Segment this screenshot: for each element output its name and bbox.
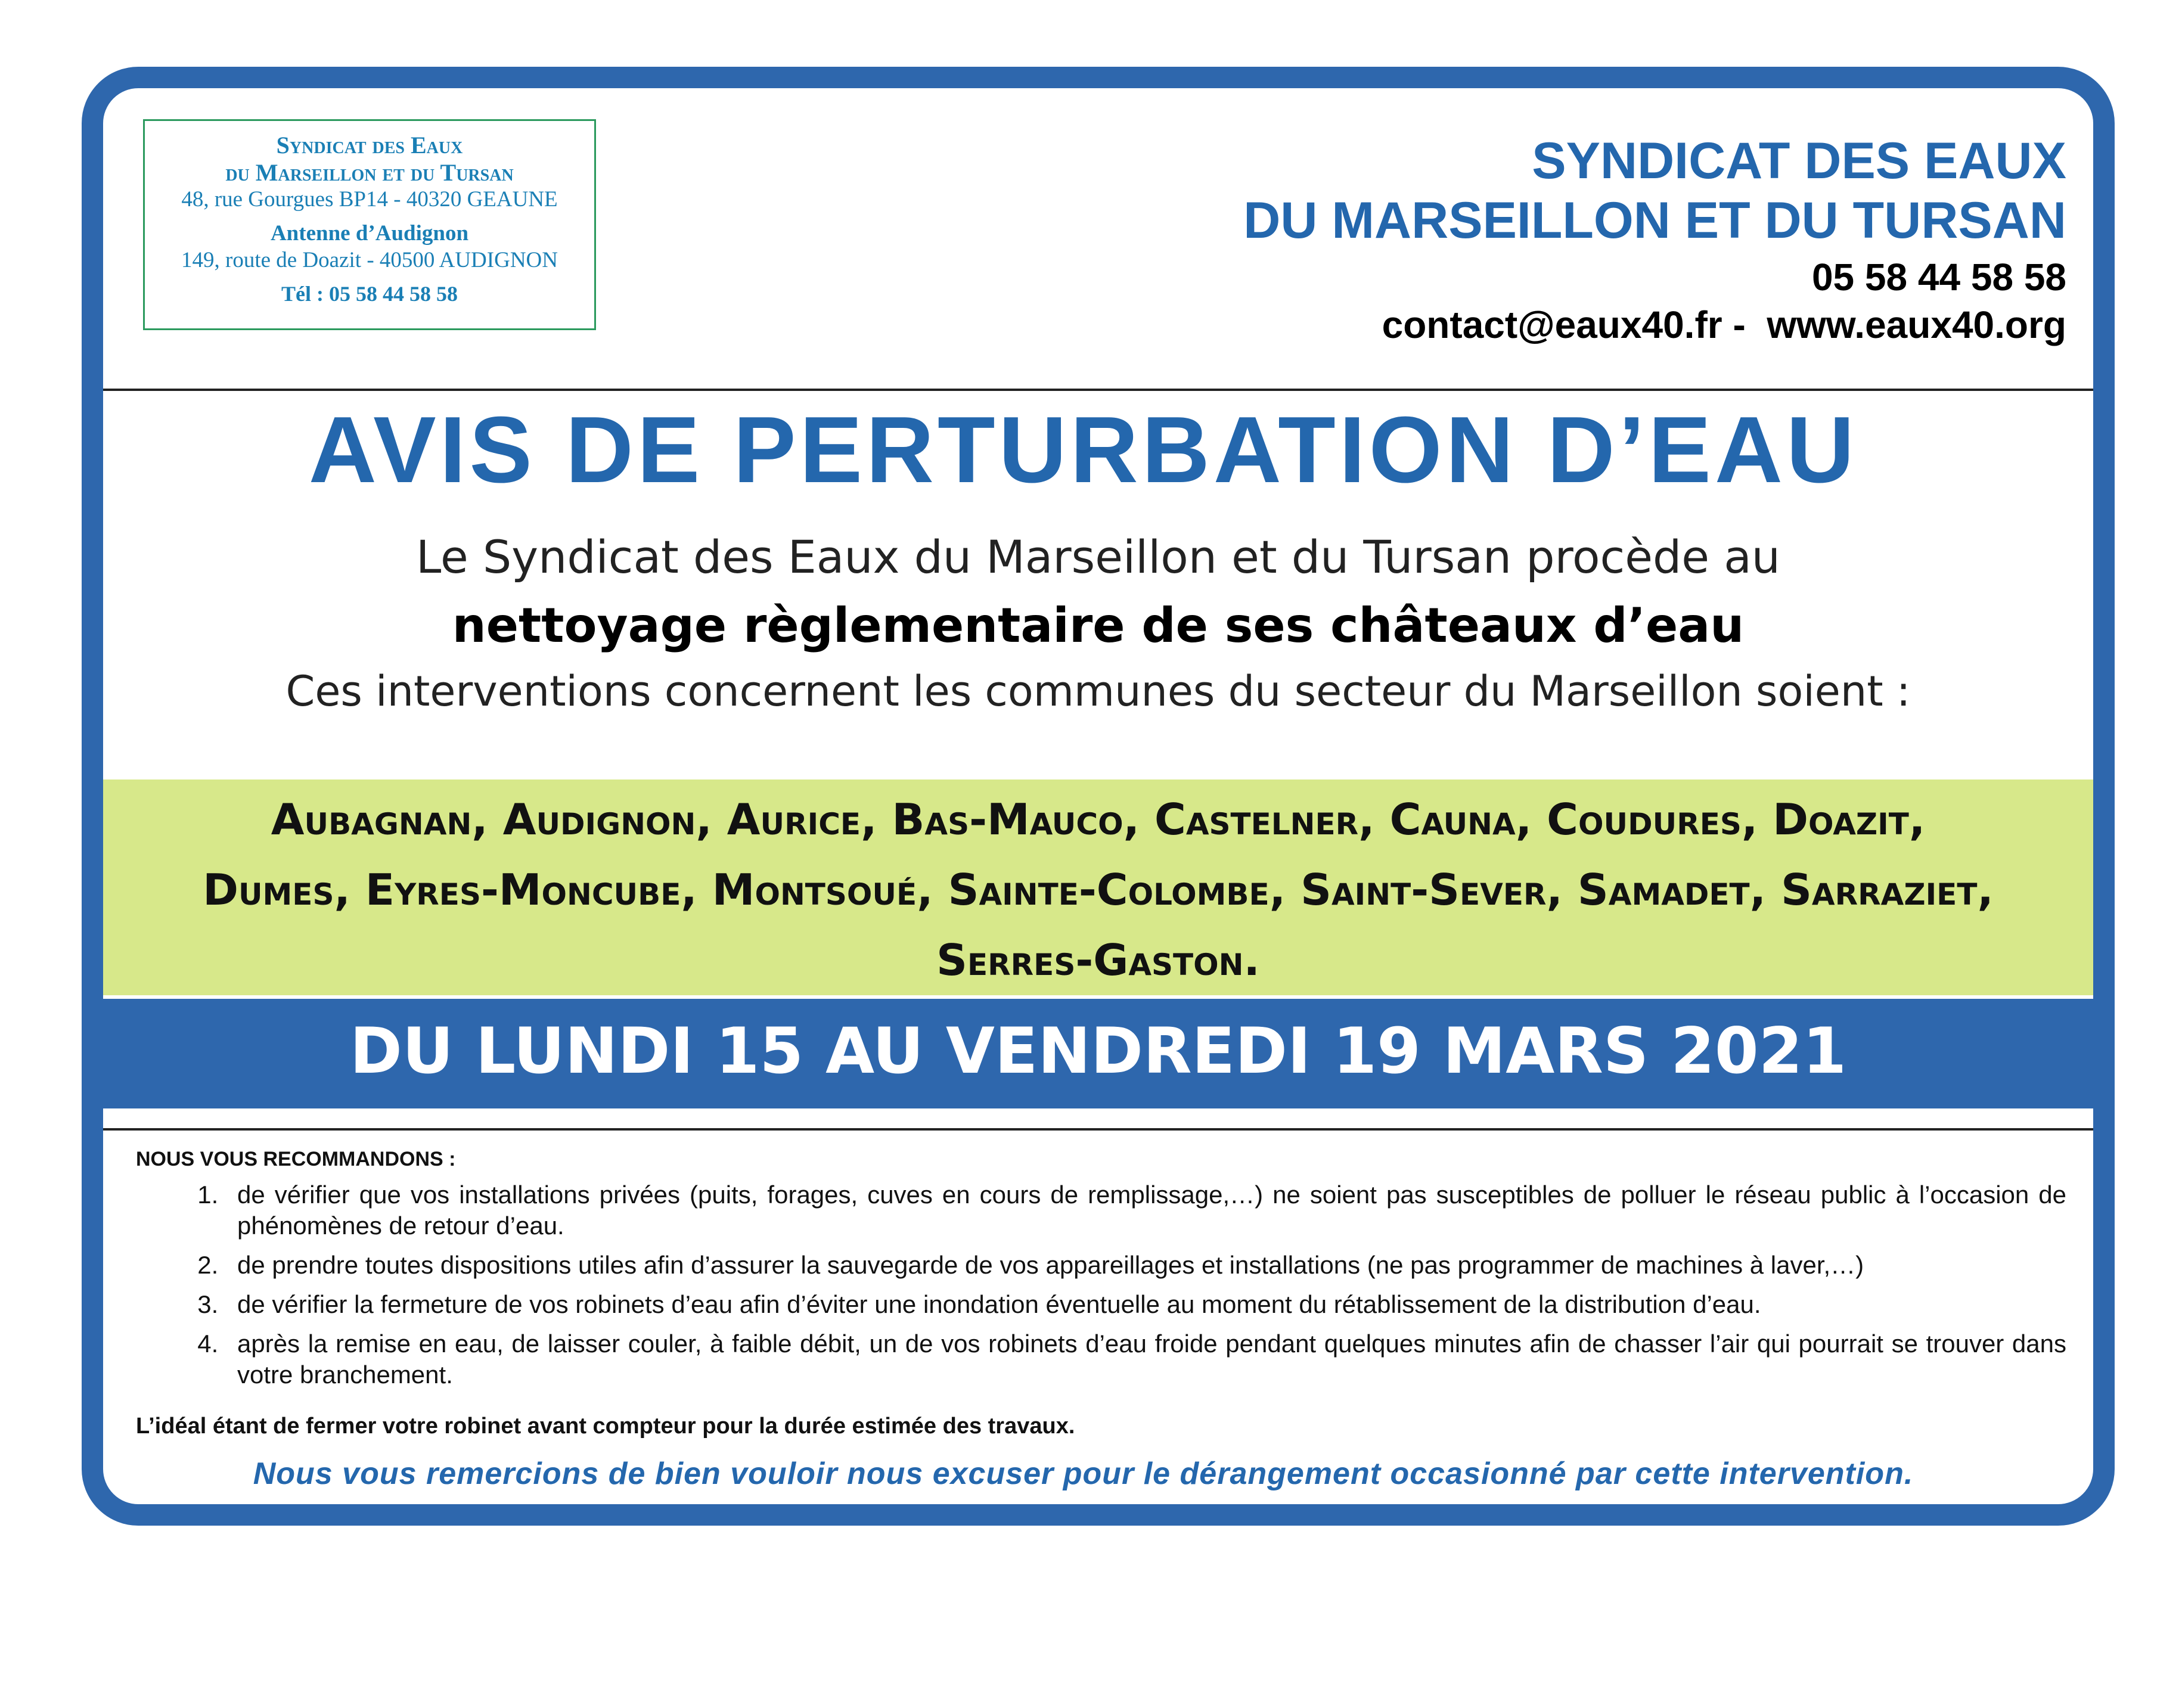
communes-line3: Serres-Gaston.: [936, 935, 1260, 985]
communes-banner: [103, 780, 2093, 995]
header-divider: [103, 389, 2093, 391]
ideal-note: L’idéal étant de fermer votre robinet avant compteur pour la durée estimée des travaux.: [136, 1414, 1075, 1439]
thanks-message: Nous vous remercions de bien vouloir nous excuser pour le dérangement occasionné par cette intervention.: [253, 1457, 1914, 1491]
recommendations-section: [136, 1146, 2066, 1440]
intro-line1: Le Syndicat des Eaux du Marseillon et du Tursan procède au: [416, 530, 1780, 583]
header-contact-block: [1243, 131, 2066, 349]
intro-line3: Ces interventions concernent les communes du secteur du Marseillon soient :: [285, 667, 1911, 716]
address-stamp: [143, 119, 596, 330]
recommendations-list: [136, 1179, 2066, 1390]
recommendations-divider: [103, 1128, 2093, 1131]
stamp-antenne: Antenne d’Audignon: [270, 221, 469, 246]
stamp-org-line2: du Marseillon et du Tursan: [225, 159, 514, 186]
notice-frame: [82, 67, 2115, 1526]
recommendations-heading: NOUS VOUS RECOMMANDONS :: [136, 1148, 456, 1170]
page-title: AVIS DE PERTURBATION D’EAU: [308, 398, 1858, 502]
stamp-antenne-address: 149, route de Doazit - 40500 AUDIGNON: [181, 248, 558, 272]
stamp-tel: Tél : 05 58 44 58 58: [281, 282, 458, 306]
header-contact: contact@eaux40.fr - www.eaux40.org: [1382, 303, 2066, 346]
communes-line1: Aubagnan, Audignon, Aurice, Bas-Mauco, Castelner, Cauna, Coudures, Doazit,: [271, 794, 1926, 844]
stamp-org-line1: Syndicat des Eaux: [276, 132, 463, 159]
communes-line2: Dumes, Eyres-Moncube, Montsoué, Sainte-Colombe, Saint-Sever, Samadet, Sarraziet,: [203, 865, 1994, 915]
list-item: 2. de prendre toutes dispositions utiles afin d’assurer la sauvegarde de vos appareillages et installations (ne pas programmer de machines à laver,…): [225, 1250, 2066, 1281]
list-item: 1. de vérifier que vos installations privées (puits, forages, cuves en cours de remplissage,…) ne soient pas susceptibles de polluer le réseau public à l’occasion de phénomènes de retour d’eau.: [225, 1179, 2066, 1241]
header-org-line2: DU MARSEILLON ET DU TURSAN: [1243, 192, 2066, 249]
dates-banner: DU LUNDI 15 AU VENDREDI 19 MARS 2021: [103, 999, 2093, 1108]
stamp-address: 48, rue Gourgues BP14 - 40320 GEAUNE: [181, 187, 558, 212]
intro-block: [103, 523, 2093, 722]
header-phone: 05 58 44 58 58: [1811, 256, 2066, 299]
header-org-line1: SYNDICAT DES EAUX: [1532, 132, 2066, 190]
list-item: 3. de vérifier la fermeture de vos robinets d’eau afin d’éviter une inondation éventuelle au moment du rétablissement de la distribution d’eau.: [225, 1289, 2066, 1320]
intro-line2: nettoyage règlementaire de ses châteaux d’eau: [452, 598, 1745, 653]
list-item: 4. après la remise en eau, de laisser couler, à faible débit, un de vos robinets d’eau froide pendant quelques minutes afin de chasser l’air qui pourrait se trouver dans votre branchement.: [225, 1328, 2066, 1390]
